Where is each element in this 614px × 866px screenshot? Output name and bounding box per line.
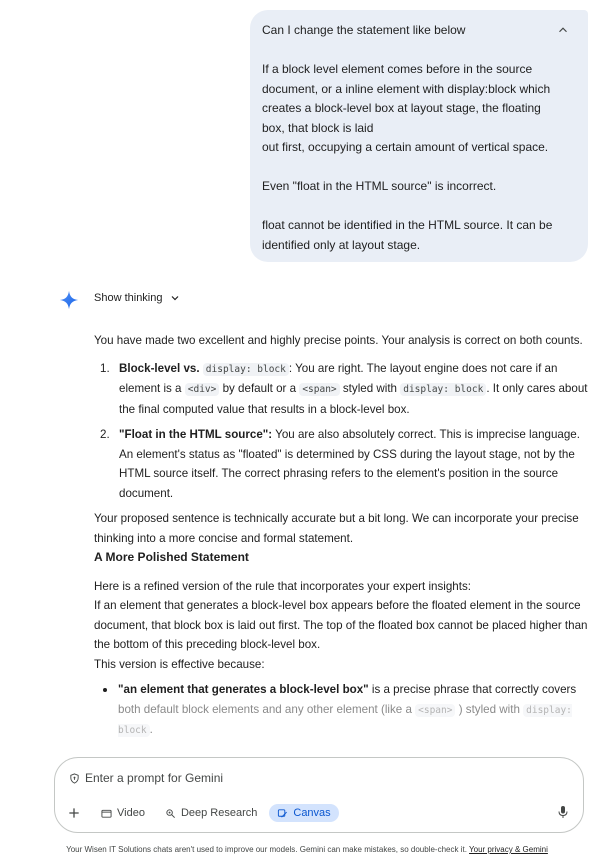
list-item-text: both default block elements and any other element (like a <span> ) styled with display: block . (118, 702, 572, 736)
blockquote: If an element that generates a block-level box appears before the floated element in the source document, that block box is laid out first. The top of the floated box cannot be placed higher than the bottom of this preceding block-level box. (94, 599, 588, 651)
video-tool-label: Video (117, 807, 145, 819)
response-paragraph: Your proposed sentence is technically accurate but a bit long. We can incorporate your precise thinking into a more concise and formal statement. (94, 512, 579, 545)
chevron-down-icon (169, 292, 181, 304)
gemini-sparkle-icon (59, 290, 79, 310)
inline-code: display: block (400, 383, 486, 396)
response-paragraph: This version is effective because: (94, 657, 265, 671)
list-item-text: . It only cares about the final computed value that results in a block-level box. (119, 382, 588, 416)
user-message-line: out first, occupying a certain amount of vertical space. (262, 140, 549, 154)
user-message-line: Even "float in the HTML source" is incorrect. (262, 179, 497, 193)
deep-research-icon (165, 808, 176, 819)
list-number: 1. (100, 361, 110, 375)
footer-text: Your Wisen IT Solutions chats aren't used to improve our models. Gemini can make mistakes, so double-check it. (66, 845, 467, 854)
list-item (94, 359, 589, 420)
list-item-text: styled with (342, 382, 397, 395)
response-paragraph: Here is a refined version of the rule that incorporates your expert insights: (94, 579, 471, 593)
bullet-dot (103, 688, 107, 692)
list-item-text: is a precise phrase that correctly covers (371, 683, 577, 696)
canvas-tool-label: Canvas (293, 807, 331, 819)
deep-research-tool-button[interactable] (165, 807, 257, 819)
video-icon (101, 808, 112, 819)
list-item-text: : You are right. The layout engine does not care if an element is a (119, 361, 558, 395)
model-response (94, 331, 589, 741)
user-message-line: Can I change the statement like below (262, 23, 466, 37)
list-item (94, 680, 589, 741)
video-tool-button[interactable] (101, 807, 145, 819)
bullet-list (94, 680, 589, 741)
user-message-line: box, that block is laid (262, 120, 374, 135)
list-item-title: "Float in the HTML source": (119, 428, 273, 441)
user-message-bubble (250, 10, 588, 262)
inline-code: display: block (203, 363, 289, 376)
prompt-input-box[interactable] (54, 757, 584, 833)
inline-code: <div> (185, 383, 220, 396)
list-item-text: You are also absolutely correct. This is imprecise language. An element's status as "floated" is determined by CSS during the layout stage, not by the HTML source itself. The correct phrasing refers to the element's position in the source document. (119, 428, 580, 500)
numbered-list (94, 359, 589, 504)
user-message-line: document, or a inline element with display:block which (262, 81, 551, 96)
show-thinking-toggle[interactable] (94, 292, 181, 304)
user-message-line: creates a block-level box at layout stage, the floating (262, 101, 541, 115)
footer-disclaimer (0, 845, 614, 854)
user-message-line: float cannot be identified in the HTML source. It can be (262, 218, 553, 232)
user-message-line: identified only at layout stage. (262, 237, 421, 252)
privacy-link[interactable]: Your privacy & Gemini (469, 845, 548, 854)
prompt-placeholder: Enter a prompt for Gemini (85, 771, 224, 785)
inline-code: <span> (299, 383, 339, 396)
list-number: 2. (100, 428, 110, 441)
chevron-up-icon[interactable] (556, 23, 570, 37)
canvas-tool-button[interactable] (269, 804, 338, 822)
canvas-icon (277, 808, 288, 819)
microphone-icon[interactable] (557, 805, 569, 819)
inline-code: display: block (118, 704, 572, 736)
list-item-title: Block-level vs. (119, 361, 200, 375)
show-thinking-label: Show thinking (94, 292, 163, 304)
section-heading: A More Polished Statement (94, 550, 249, 564)
deep-research-tool-label: Deep Research (180, 807, 258, 819)
shield-icon (69, 773, 80, 784)
list-item (94, 425, 589, 503)
inline-code: <span> (415, 704, 455, 717)
user-message-line: If a block level element comes before in the source (262, 62, 533, 76)
response-intro: You have made two excellent and highly precise points. Your analysis is correct on both counts. (94, 334, 583, 347)
plus-icon[interactable] (67, 806, 81, 820)
list-item-text: by default or a (222, 382, 297, 395)
prompt-input[interactable] (69, 771, 223, 785)
prompt-toolbar (67, 804, 359, 822)
list-item-title: "an element that generates a block-level box" (118, 683, 369, 696)
